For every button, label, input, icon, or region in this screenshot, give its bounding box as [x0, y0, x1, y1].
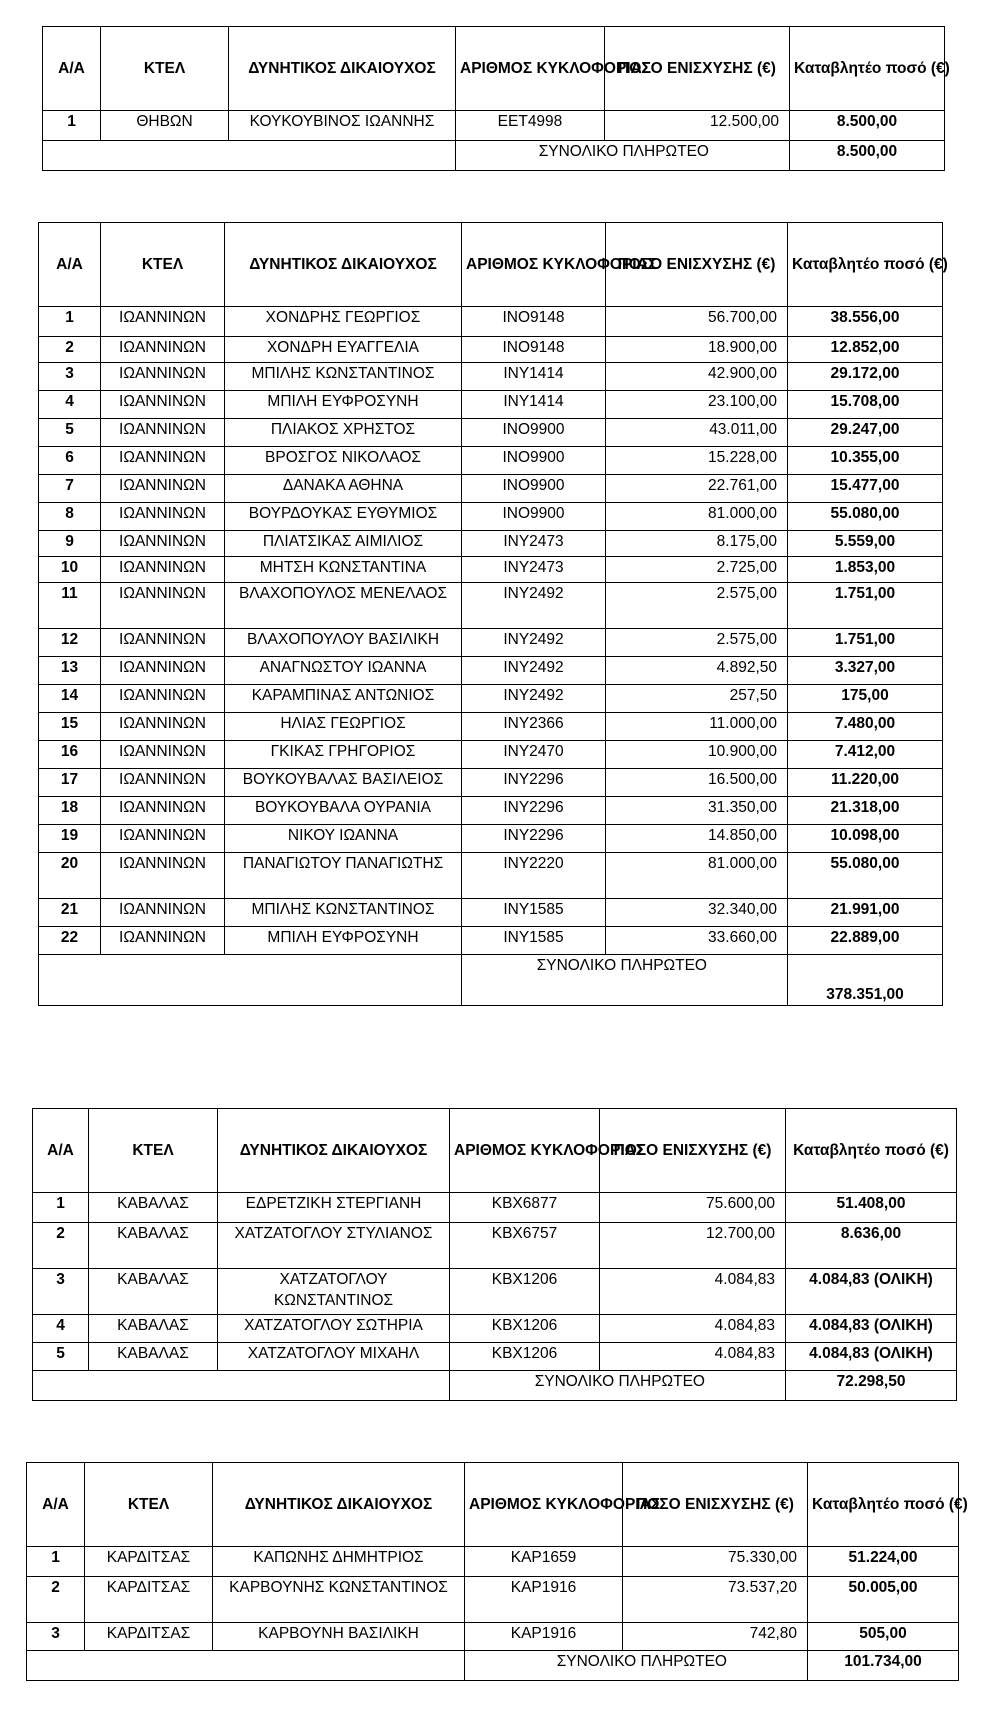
cell-poso: 742,80: [623, 1623, 808, 1651]
cell-aa: 22: [39, 927, 101, 955]
cell-poso: 22.761,00: [606, 475, 788, 503]
cell-poso: 257,50: [606, 685, 788, 713]
total-row: [39, 955, 943, 1006]
table-row: [43, 111, 945, 141]
cell-dikaiouxos: ΧΑΤΖΑΤΟΓΛΟΥ ΣΩΤΗΡΙΑ: [218, 1315, 450, 1343]
table-karditsas: [26, 1462, 968, 1681]
table-row: [39, 337, 943, 363]
table-row: [39, 503, 943, 531]
cell-dikaiouxos: ΒΟΥΚΟΥΒΑΛΑ ΟΥΡΑΝΙΑ: [225, 797, 462, 825]
cell-poso: 31.350,00: [606, 797, 788, 825]
table-row: [33, 1223, 957, 1269]
table-row: [39, 797, 943, 825]
cell-ktel: ΚΑΒΑΛΑΣ: [89, 1223, 218, 1269]
table-row: [39, 307, 943, 337]
cell-ktel: ΙΩΑΝΝΙΝΩΝ: [101, 337, 225, 363]
cell-dikaiouxos: ΧΑΤΖΑΤΟΓΛΟΥ ΚΩΝΣΤΑΝΤΙΝΟΣ: [218, 1269, 450, 1315]
header-arithmos: ΑΡΙΘΜΟΣ ΚΥΚΛΟΦΟΡΙΑΣ: [450, 1109, 600, 1193]
total-label: ΣΥΝΟΛΙΚΟ ΠΛΗΡΩΤΕΟ: [450, 1371, 786, 1401]
cell-katavlito: 29.172,00: [788, 363, 943, 391]
cell-aa: 16: [39, 741, 101, 769]
table-row: [33, 1315, 957, 1343]
cell-poso: 4.084,83: [600, 1343, 786, 1371]
cell-arithmos: ΙΝΥ2220: [462, 853, 606, 899]
table-row: [39, 741, 943, 769]
cell-poso: 4.084,83: [600, 1269, 786, 1315]
cell-katavlito: 21.991,00: [788, 899, 943, 927]
cell-dikaiouxos: ΠΑΝΑΓΙΩΤΟΥ ΠΑΝΑΓΙΩΤΗΣ: [225, 853, 462, 899]
cell-poso: 81.000,00: [606, 853, 788, 899]
cell-katavlito: 10.098,00: [788, 825, 943, 853]
total-label: ΣΥΝΟΛΙΚΟ ΠΛΗΡΩΤΕΟ: [456, 141, 790, 171]
cell-poso: 43.011,00: [606, 419, 788, 447]
cell-aa: 11: [39, 583, 101, 629]
cell-dikaiouxos: ΕΔΡΕΤΖΙΚΗ ΣΤΕΡΓΙΑΝΗ: [218, 1193, 450, 1223]
cell-arithmos: ΚΑΡ1659: [465, 1547, 623, 1577]
cell-katavlito: 55.080,00: [788, 853, 943, 899]
cell-poso: 32.340,00: [606, 899, 788, 927]
table-row: [39, 363, 943, 391]
total-row: [33, 1371, 957, 1401]
cell-katavlito: 1.853,00: [788, 557, 943, 583]
cell-aa: 14: [39, 685, 101, 713]
cell-dikaiouxos: ΝΙΚΟΥ ΙΩΑΝΝΑ: [225, 825, 462, 853]
cell-poso: 2.575,00: [606, 629, 788, 657]
cell-dikaiouxos: ΧΑΤΖΑΤΟΓΛΟΥ ΣΤΥΛΙΑΝΟΣ: [218, 1223, 450, 1269]
cell-ktel: ΙΩΑΝΝΙΝΩΝ: [101, 531, 225, 557]
cell-dikaiouxos: ΜΗΤΣΗ ΚΩΝΣΤΑΝΤΙΝΑ: [225, 557, 462, 583]
cell-ktel: ΙΩΑΝΝΙΝΩΝ: [101, 307, 225, 337]
cell-ktel: ΙΩΑΝΝΙΝΩΝ: [101, 557, 225, 583]
table-row: [39, 927, 943, 955]
cell-aa: 1: [27, 1547, 85, 1577]
cell-dikaiouxos: ΧΟΝΔΡΗΣ ΓΕΩΡΓΙΟΣ: [225, 307, 462, 337]
cell-dikaiouxos: ΧΟΝΔΡΗ ΕΥΑΓΓΕΛΙΑ: [225, 337, 462, 363]
cell-aa: 3: [33, 1269, 89, 1315]
cell-ktel: ΙΩΑΝΝΙΝΩΝ: [101, 583, 225, 629]
cell-ktel: ΙΩΑΝΝΙΝΩΝ: [101, 503, 225, 531]
header-arithmos: ΑΡΙΘΜΟΣ ΚΥΚΛΟΦΟΡΙΑΣ: [456, 27, 605, 111]
header-dikaiouxos: ΔΥΝΗΤΙΚΟΣ ΔΙΚΑΙΟΥΧΟΣ: [213, 1463, 465, 1547]
cell-ktel: ΙΩΑΝΝΙΝΩΝ: [101, 769, 225, 797]
cell-ktel: ΙΩΑΝΝΙΝΩΝ: [101, 447, 225, 475]
cell-arithmos: ΙΝΟ9900: [462, 503, 606, 531]
cell-dikaiouxos: ΒΛΑΧΟΠΟΥΛΟΥ ΒΑΣΙΛΙΚΗ: [225, 629, 462, 657]
cell-poso: 12.500,00: [605, 111, 790, 141]
cell-katavlito: 7.412,00: [788, 741, 943, 769]
table-ioanninon: [38, 222, 948, 1006]
cell-dikaiouxos: ΜΠΙΛΗΣ ΚΩΝΣΤΑΝΤΙΝΟΣ: [225, 363, 462, 391]
cell-aa: 6: [39, 447, 101, 475]
cell-arithmos: ΙΝΟ9900: [462, 475, 606, 503]
cell-aa: 1: [43, 111, 101, 141]
table-row: [33, 1193, 957, 1223]
cell-poso: 2.725,00: [606, 557, 788, 583]
cell-arithmos: ΚΒΧ1206: [450, 1269, 600, 1315]
table-row: [39, 899, 943, 927]
cell-aa: 21: [39, 899, 101, 927]
cell-aa: 1: [33, 1193, 89, 1223]
total-value: 8.500,00: [790, 141, 945, 171]
cell-ktel: ΙΩΑΝΝΙΝΩΝ: [101, 363, 225, 391]
cell-ktel: ΚΑΡΔΙΤΣΑΣ: [85, 1577, 213, 1623]
cell-dikaiouxos: ΚΟΥΚΟΥΒΙΝΟΣ ΙΩΑΝΝΗΣ: [229, 111, 456, 141]
cell-poso: 14.850,00: [606, 825, 788, 853]
cell-aa: 15: [39, 713, 101, 741]
header-ktel: ΚΤΕΛ: [85, 1463, 213, 1547]
header-arithmos: ΑΡΙΘΜΟΣ ΚΥΚΛΟΦΟΡΙΑΣ: [462, 223, 606, 307]
cell-poso: 4.892,50: [606, 657, 788, 685]
cell-ktel: ΘΗΒΩΝ: [101, 111, 229, 141]
cell-poso: 18.900,00: [606, 337, 788, 363]
cell-dikaiouxos: ΠΛΙΑΚΟΣ ΧΡΗΣΤΟΣ: [225, 419, 462, 447]
cell-ktel: ΚΑΒΑΛΑΣ: [89, 1315, 218, 1343]
cell-aa: 19: [39, 825, 101, 853]
cell-arithmos: ΙΝΥ2470: [462, 741, 606, 769]
cell-katavlito: 505,00: [808, 1623, 959, 1651]
cell-dikaiouxos: ΗΛΙΑΣ ΓΕΩΡΓΙΟΣ: [225, 713, 462, 741]
header-aa: Α/Α: [43, 27, 101, 111]
cell-arithmos: ΙΝΥ2492: [462, 657, 606, 685]
cell-poso: 23.100,00: [606, 391, 788, 419]
cell-poso: 11.000,00: [606, 713, 788, 741]
cell-arithmos: ΚΒΧ1206: [450, 1315, 600, 1343]
cell-arithmos: ΙΝΥ1585: [462, 927, 606, 955]
header-dikaiouxos: ΔΥΝΗΤΙΚΟΣ ΔΙΚΑΙΟΥΧΟΣ: [229, 27, 456, 111]
total-label: ΣΥΝΟΛΙΚΟ ΠΛΗΡΩΤΕΟ: [465, 1651, 808, 1681]
cell-arithmos: ΙΝΥ2473: [462, 531, 606, 557]
cell-katavlito: 21.318,00: [788, 797, 943, 825]
header-katavlito: Καταβλητέο ποσό (€): [808, 1463, 959, 1547]
cell-aa: 18: [39, 797, 101, 825]
cell-ktel: ΙΩΑΝΝΙΝΩΝ: [101, 657, 225, 685]
cell-arithmos: ΙΝΥ2473: [462, 557, 606, 583]
table-row: [39, 713, 943, 741]
cell-aa: 20: [39, 853, 101, 899]
cell-aa: 2: [39, 337, 101, 363]
total-value: 378.351,00: [788, 955, 943, 1006]
cell-poso: 4.084,83: [600, 1315, 786, 1343]
cell-katavlito: 10.355,00: [788, 447, 943, 475]
cell-ktel: ΙΩΑΝΝΙΝΩΝ: [101, 419, 225, 447]
cell-arithmos: ΚΒΧ1206: [450, 1343, 600, 1371]
header-ktel: ΚΤΕΛ: [101, 223, 225, 307]
table-row: [39, 657, 943, 685]
table-row: [39, 447, 943, 475]
table-row: [39, 853, 943, 899]
header-aa: Α/Α: [27, 1463, 85, 1547]
cell-katavlito: 15.708,00: [788, 391, 943, 419]
cell-poso: 33.660,00: [606, 927, 788, 955]
header-poso: ΠΟΣΟ ΕΝΙΣΧΥΣΗΣ (€): [606, 223, 788, 307]
cell-poso: 2.575,00: [606, 583, 788, 629]
cell-katavlito: 22.889,00: [788, 927, 943, 955]
cell-arithmos: ΙΝΥ2366: [462, 713, 606, 741]
total-row: [27, 1651, 959, 1681]
table-row: [39, 685, 943, 713]
header-ktel: ΚΤΕΛ: [101, 27, 229, 111]
cell-poso: 73.537,20: [623, 1577, 808, 1623]
table-row: [27, 1577, 959, 1623]
header-ktel: ΚΤΕΛ: [89, 1109, 218, 1193]
cell-ktel: ΙΩΑΝΝΙΝΩΝ: [101, 927, 225, 955]
cell-arithmos: ΙΝΟ9148: [462, 337, 606, 363]
cell-ktel: ΙΩΑΝΝΙΝΩΝ: [101, 629, 225, 657]
cell-katavlito: 8.636,00: [786, 1223, 957, 1269]
cell-katavlito: 5.559,00: [788, 531, 943, 557]
header-dikaiouxos: ΔΥΝΗΤΙΚΟΣ ΔΙΚΑΙΟΥΧΟΣ: [218, 1109, 450, 1193]
cell-poso: 56.700,00: [606, 307, 788, 337]
cell-arithmos: ΙΝΥ2296: [462, 769, 606, 797]
total-value: 72.298,50: [786, 1371, 957, 1401]
cell-aa: 9: [39, 531, 101, 557]
cell-katavlito: 1.751,00: [788, 629, 943, 657]
cell-ktel: ΙΩΑΝΝΙΝΩΝ: [101, 685, 225, 713]
cell-dikaiouxos: ΚΑΡΒΟΥΝΗ ΒΑΣΙΛΙΚΗ: [213, 1623, 465, 1651]
cell-ktel: ΙΩΑΝΝΙΝΩΝ: [101, 825, 225, 853]
total-row: [43, 141, 945, 171]
cell-dikaiouxos: ΜΠΙΛΗ ΕΥΦΡΟΣΥΝΗ: [225, 391, 462, 419]
cell-katavlito: 3.327,00: [788, 657, 943, 685]
cell-ktel: ΚΑΒΑΛΑΣ: [89, 1269, 218, 1315]
cell-arithmos: ΙΝΥ2296: [462, 797, 606, 825]
cell-dikaiouxos: ΜΠΙΛΗ ΕΥΦΡΟΣΥΝΗ: [225, 927, 462, 955]
cell-dikaiouxos: ΒΟΥΚΟΥΒΑΛΑΣ ΒΑΣΙΛΕΙΟΣ: [225, 769, 462, 797]
cell-ktel: ΙΩΑΝΝΙΝΩΝ: [101, 391, 225, 419]
cell-arithmos: ΚΑΡ1916: [465, 1577, 623, 1623]
cell-aa: 17: [39, 769, 101, 797]
cell-dikaiouxos: ΜΠΙΛΗΣ ΚΩΝΣΤΑΝΤΙΝΟΣ: [225, 899, 462, 927]
cell-ktel: ΙΩΑΝΝΙΝΩΝ: [101, 741, 225, 769]
cell-aa: 2: [33, 1223, 89, 1269]
cell-katavlito: 12.852,00: [788, 337, 943, 363]
cell-dikaiouxos: ΔΑΝΑΚΑ ΑΘΗΝΑ: [225, 475, 462, 503]
table-row: [39, 475, 943, 503]
table-row: [39, 391, 943, 419]
cell-arithmos: ΚΒΧ6877: [450, 1193, 600, 1223]
cell-arithmos: ΙΝΥ2296: [462, 825, 606, 853]
total-value: 101.734,00: [808, 1651, 959, 1681]
cell-arithmos: ΚΒΧ6757: [450, 1223, 600, 1269]
cell-dikaiouxos: ΚΑΡΒΟΥΝΗΣ ΚΩΝΣΤΑΝΤΙΝΟΣ: [213, 1577, 465, 1623]
table-row: [39, 557, 943, 583]
cell-poso: 16.500,00: [606, 769, 788, 797]
table-row: [39, 583, 943, 629]
header-katavlito: Καταβλητέο ποσό (€): [790, 27, 945, 111]
cell-aa: 7: [39, 475, 101, 503]
cell-katavlito: 7.480,00: [788, 713, 943, 741]
cell-aa: 4: [33, 1315, 89, 1343]
table-row: [39, 825, 943, 853]
cell-dikaiouxos: ΒΟΥΡΔΟΥΚΑΣ ΕΥΘΥΜΙΟΣ: [225, 503, 462, 531]
cell-aa: 3: [27, 1623, 85, 1651]
cell-ktel: ΚΑΡΔΙΤΣΑΣ: [85, 1547, 213, 1577]
table-row: [27, 1547, 959, 1577]
cell-aa: 3: [39, 363, 101, 391]
cell-aa: 5: [33, 1343, 89, 1371]
cell-ktel: ΙΩΑΝΝΙΝΩΝ: [101, 797, 225, 825]
cell-poso: 8.175,00: [606, 531, 788, 557]
cell-poso: 10.900,00: [606, 741, 788, 769]
cell-ktel: ΙΩΑΝΝΙΝΩΝ: [101, 475, 225, 503]
cell-poso: 12.700,00: [600, 1223, 786, 1269]
total-label: ΣΥΝΟΛΙΚΟ ΠΛΗΡΩΤΕΟ: [462, 955, 788, 1006]
cell-arithmos: ΙΝΥ2492: [462, 685, 606, 713]
cell-ktel: ΙΩΑΝΝΙΝΩΝ: [101, 713, 225, 741]
cell-dikaiouxos: ΓΚΙΚΑΣ ΓΡΗΓΟΡΙΟΣ: [225, 741, 462, 769]
cell-dikaiouxos: ΚΑΠΩΝΗΣ ΔΗΜΗΤΡΙΟΣ: [213, 1547, 465, 1577]
cell-poso: 75.600,00: [600, 1193, 786, 1223]
cell-katavlito: 4.084,83 (ΟΛΙΚΗ): [786, 1315, 957, 1343]
cell-arithmos: ΙΝΥ1585: [462, 899, 606, 927]
cell-ktel: ΚΑΒΑΛΑΣ: [89, 1193, 218, 1223]
cell-katavlito: 55.080,00: [788, 503, 943, 531]
cell-arithmos: ΕΕΤ4998: [456, 111, 605, 141]
cell-ktel: ΙΩΑΝΝΙΝΩΝ: [101, 853, 225, 899]
cell-arithmos: ΙΝΟ9148: [462, 307, 606, 337]
header-poso: ΠΟΣΟ ΕΝΙΣΧΥΣΗΣ (€): [605, 27, 790, 111]
header-poso: ΠΟΣΟ ΕΝΙΣΧΥΣΗΣ (€): [600, 1109, 786, 1193]
cell-dikaiouxos: ΒΛΑΧΟΠΟΥΛΟΣ ΜΕΝΕΛΑΟΣ: [225, 583, 462, 629]
header-aa: Α/Α: [39, 223, 101, 307]
header-aa: Α/Α: [33, 1109, 89, 1193]
cell-ktel: ΚΑΒΑΛΑΣ: [89, 1343, 218, 1371]
cell-katavlito: 51.408,00: [786, 1193, 957, 1223]
cell-katavlito: 1.751,00: [788, 583, 943, 629]
table-row: [39, 531, 943, 557]
cell-aa: 13: [39, 657, 101, 685]
table-row: [39, 419, 943, 447]
table-row: [39, 629, 943, 657]
table-row: [27, 1623, 959, 1651]
cell-aa: 8: [39, 503, 101, 531]
cell-poso: 42.900,00: [606, 363, 788, 391]
cell-poso: 81.000,00: [606, 503, 788, 531]
header-arithmos: ΑΡΙΘΜΟΣ ΚΥΚΛΟΦΟΡΙΑΣ: [465, 1463, 623, 1547]
cell-dikaiouxos: ΧΑΤΖΑΤΟΓΛΟΥ ΜΙΧΑΗΛ: [218, 1343, 450, 1371]
cell-katavlito: 11.220,00: [788, 769, 943, 797]
cell-arithmos: ΙΝΥ1414: [462, 391, 606, 419]
cell-dikaiouxos: ΠΛΙΑΤΣΙΚΑΣ ΑΙΜΙΛΙΟΣ: [225, 531, 462, 557]
cell-arithmos: ΙΝΟ9900: [462, 419, 606, 447]
cell-katavlito: 50.005,00: [808, 1577, 959, 1623]
header-katavlito: Καταβλητέο ποσό (€): [786, 1109, 957, 1193]
cell-ktel: ΚΑΡΔΙΤΣΑΣ: [85, 1623, 213, 1651]
header-dikaiouxos: ΔΥΝΗΤΙΚΟΣ ΔΙΚΑΙΟΥΧΟΣ: [225, 223, 462, 307]
cell-dikaiouxos: ΑΝΑΓΝΩΣΤΟΥ ΙΩΑΝΝΑ: [225, 657, 462, 685]
cell-arithmos: ΙΝΥ2492: [462, 629, 606, 657]
cell-katavlito: 51.224,00: [808, 1547, 959, 1577]
cell-katavlito: 175,00: [788, 685, 943, 713]
cell-katavlito: 4.084,83 (ΟΛΙΚΗ): [786, 1269, 957, 1315]
table-row: [39, 769, 943, 797]
cell-dikaiouxos: ΚΑΡΑΜΠΙΝΑΣ ΑΝΤΩΝΙΟΣ: [225, 685, 462, 713]
cell-aa: 2: [27, 1577, 85, 1623]
cell-poso: 15.228,00: [606, 447, 788, 475]
cell-aa: 1: [39, 307, 101, 337]
cell-arithmos: ΙΝΟ9900: [462, 447, 606, 475]
cell-aa: 12: [39, 629, 101, 657]
table-row: [33, 1269, 957, 1315]
cell-aa: 10: [39, 557, 101, 583]
table-row: [33, 1343, 957, 1371]
cell-arithmos: ΚΑΡ1916: [465, 1623, 623, 1651]
cell-katavlito: 15.477,00: [788, 475, 943, 503]
cell-poso: 75.330,00: [623, 1547, 808, 1577]
header-katavlito: Καταβλητέο ποσό (€): [788, 223, 943, 307]
header-poso: ΠΟΣΟ ΕΝΙΣΧΥΣΗΣ (€): [623, 1463, 808, 1547]
cell-ktel: ΙΩΑΝΝΙΝΩΝ: [101, 899, 225, 927]
table-thivon: [42, 26, 950, 171]
cell-arithmos: ΙΝΥ1414: [462, 363, 606, 391]
cell-katavlito: 38.556,00: [788, 307, 943, 337]
table-kavalas: [32, 1108, 957, 1401]
cell-arithmos: ΙΝΥ2492: [462, 583, 606, 629]
cell-aa: 4: [39, 391, 101, 419]
cell-katavlito: 29.247,00: [788, 419, 943, 447]
cell-dikaiouxos: ΒΡΟΣΓΟΣ ΝΙΚΟΛΑΟΣ: [225, 447, 462, 475]
cell-aa: 5: [39, 419, 101, 447]
cell-katavlito: 4.084,83 (ΟΛΙΚΗ): [786, 1343, 957, 1371]
cell-katavlito: 8.500,00: [790, 111, 945, 141]
